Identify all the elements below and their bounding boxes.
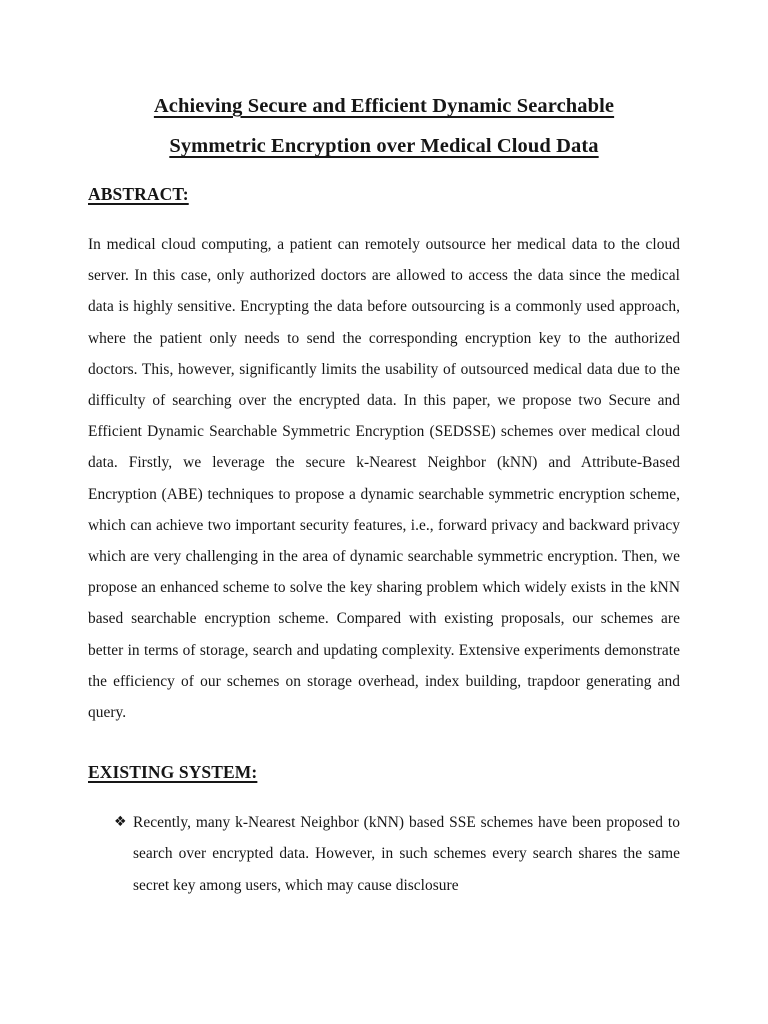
section-heading-abstract-label: ABSTRACT: xyxy=(88,184,189,204)
diamond-bullet-icon: ❖ xyxy=(114,814,127,831)
document-content-column xyxy=(88,0,680,901)
abstract-paragraph: In medical cloud computing, a patient can remotely outsource her medical data to the cloud server. In this case, only authorized doctors are allowed to access the data since the medical data is highly sensitive. Encrypting the data before outsourcing is a commonly used approach, where the patient only needs to send the corresponding encryption key to the authorized doctors. This, however, significantly limits the usability of outsourced medical data due to the difficulty of searching over the encrypted data. In this paper, we propose two Secure and Efficient Dynamic Searchable Symmetric Encryption (SEDSSE) schemes over medical cloud data. Firstly, we leverage the secure k-Nearest Neighbor (kNN) and Attribute-Based Encryption (ABE) techniques to propose a dynamic searchable symmetric encryption scheme, which can achieve two important security features, i.e., forward privacy and backward privacy which are very challenging in the area of dynamic searchable symmetric encryption. Then, we propose an enhanced scheme to solve the key sharing problem which widely exists in the kNN based searchable encryption scheme. Compared with existing proposals, our schemes are better in terms of storage, search and updating complexity. Extensive experiments demonstrate the efficiency of our schemes on storage overhead, index building, trapdoor generating and query. xyxy=(88,236,680,722)
section-heading-abstract xyxy=(88,180,680,208)
existing-system-bullet-list xyxy=(88,807,680,901)
list-item xyxy=(88,807,680,901)
page-title-line-2: Symmetric Encryption over Medical Cloud Data xyxy=(169,135,599,157)
page-title-line-1: Achieving Secure and Efficient Dynamic Searchable xyxy=(153,95,615,117)
list-item-text: Recently, many k-Nearest Neighbor (kNN) based SSE schemes have been proposed to search over encrypted data. However, in such schemes every search shares the same secret key among users, which may cause disclosure xyxy=(133,814,680,894)
section-heading-existing-system xyxy=(88,758,680,786)
page-title xyxy=(88,0,680,166)
section-heading-existing-system-label: EXISTING SYSTEM: xyxy=(88,762,258,783)
